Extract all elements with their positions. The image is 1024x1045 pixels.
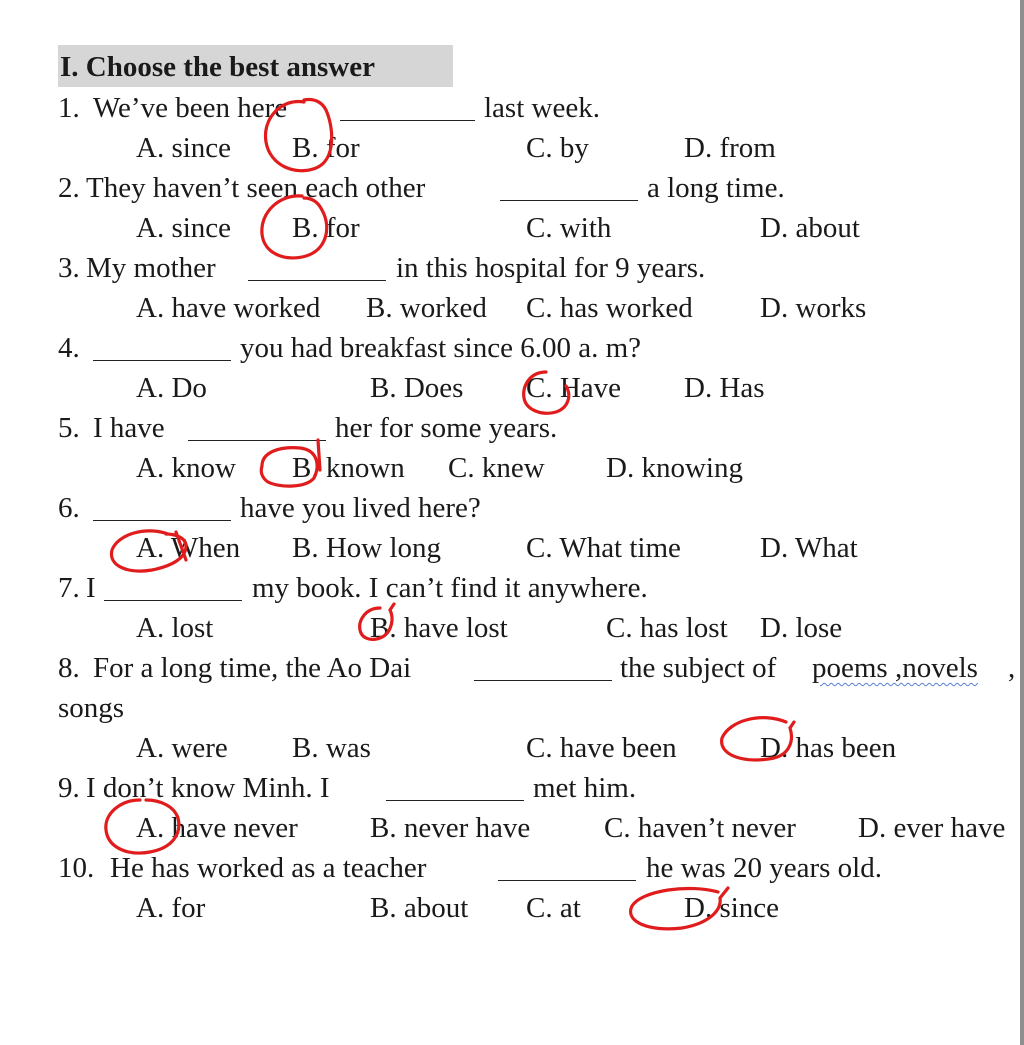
option-a: A. for: [136, 892, 206, 924]
question-number: 1.: [58, 92, 80, 124]
answer-blank: [474, 680, 612, 681]
option-d: D. Has: [684, 372, 765, 404]
option-d: D. What: [760, 532, 858, 564]
option-b: B. for: [292, 132, 360, 164]
question-10: [0, 848, 1024, 888]
question-text: He has worked as a teacher: [110, 852, 427, 884]
option-d: D. has been: [760, 732, 897, 764]
options-8: [0, 728, 1024, 768]
question-text-end: met him.: [533, 772, 637, 804]
option-a: A. Do: [136, 372, 207, 404]
options-9: [0, 808, 1024, 848]
answer-blank: [104, 600, 242, 601]
question-1: [0, 88, 1024, 128]
question-text: We’ve been here: [93, 92, 288, 124]
question-text-wrap: songs: [58, 692, 125, 724]
option-b: B. for: [292, 212, 360, 244]
question-text-end: last week.: [484, 92, 600, 124]
question-2: [0, 168, 1024, 208]
options-5: [0, 448, 1024, 488]
question-text-end: my book. I can’t find it anywhere.: [252, 572, 648, 604]
question-7: [0, 568, 1024, 608]
options-4: [0, 368, 1024, 408]
option-c: C. Have: [526, 372, 622, 404]
question-text-tail: ,: [1008, 652, 1016, 684]
options-6: [0, 528, 1024, 568]
answer-blank: [188, 440, 326, 441]
answer-blank: [386, 800, 524, 801]
option-c: C. knew: [448, 452, 545, 484]
question-number: 8.: [58, 652, 80, 684]
option-c: C. haven’t never: [604, 812, 796, 844]
spellcheck-underlined-text: poems ,novels: [812, 652, 978, 684]
question-5: [0, 408, 1024, 448]
option-d: D. works: [760, 292, 867, 324]
answer-blank: [340, 120, 475, 121]
option-b: B. never have: [370, 812, 531, 844]
option-c: C. What time: [526, 532, 681, 564]
question-number: 6.: [58, 492, 80, 524]
question-text: For a long time, the Ao Dai: [93, 652, 412, 684]
question-text-end: the subject of: [620, 652, 777, 684]
question-text: I don’t know Minh. I: [86, 772, 330, 804]
option-a: A. since: [136, 212, 232, 244]
option-a: A. know: [136, 452, 236, 484]
answer-blank: [93, 520, 231, 521]
question-number: 10.: [58, 852, 95, 884]
question-number: 9.: [58, 772, 80, 804]
question-text-end: have you lived here?: [240, 492, 481, 524]
question-8: [0, 648, 1024, 688]
options-2: [0, 208, 1024, 248]
options-1: [0, 128, 1024, 168]
option-a: A. lost: [136, 612, 214, 644]
option-c: C. at: [526, 892, 581, 924]
question-text-end: he was 20 years old.: [646, 852, 882, 884]
question-number: 3.: [58, 252, 80, 284]
question-text-end: a long time.: [647, 172, 785, 204]
option-c: C. have been: [526, 732, 677, 764]
option-c: C. has lost: [606, 612, 728, 644]
question-text: I have: [93, 412, 165, 444]
option-b: B. known: [292, 452, 405, 484]
option-d: D. ever have: [858, 812, 1006, 844]
option-c: C. by: [526, 132, 589, 164]
question-text-end: in this hospital for 9 years.: [396, 252, 706, 284]
answer-blank: [93, 360, 231, 361]
option-a: A. have never: [136, 812, 298, 844]
question-text: They haven’t seen each other: [86, 172, 426, 204]
question-text: My mother: [86, 252, 216, 284]
question-text-end: her for some years.: [335, 412, 558, 444]
question-text: I: [86, 572, 96, 604]
section-heading: I. Choose the best answer: [58, 45, 453, 87]
option-c: C. with: [526, 212, 612, 244]
question-number: 4.: [58, 332, 80, 364]
options-3: [0, 288, 1024, 328]
answer-blank: [248, 280, 386, 281]
answer-blank: [500, 200, 638, 201]
option-b: B. How long: [292, 532, 442, 564]
question-6: [0, 488, 1024, 528]
option-a: A. since: [136, 132, 232, 164]
question-9: [0, 768, 1024, 808]
option-a: A. were: [136, 732, 228, 764]
option-b: B. have lost: [370, 612, 508, 644]
question-text-end: you had breakfast since 6.00 a. m?: [240, 332, 642, 364]
option-d: D. knowing: [606, 452, 743, 484]
option-d: D. from: [684, 132, 776, 164]
question-8-continuation: [0, 688, 1024, 728]
option-a: A. have worked: [136, 292, 321, 324]
question-4: [0, 328, 1024, 368]
option-c: C. has worked: [526, 292, 693, 324]
option-b: B. was: [292, 732, 371, 764]
options-10: [0, 888, 1024, 928]
options-7: [0, 608, 1024, 648]
option-d: D. lose: [760, 612, 843, 644]
question-3: [0, 248, 1024, 288]
option-a: A. When: [136, 532, 241, 564]
option-b: B. Does: [370, 372, 464, 404]
question-number: 2.: [58, 172, 80, 204]
option-d: D. about: [760, 212, 860, 244]
option-b: B. worked: [366, 292, 487, 324]
answer-blank: [498, 880, 636, 881]
question-number: 5.: [58, 412, 80, 444]
option-d: D. since: [684, 892, 780, 924]
option-b: B. about: [370, 892, 469, 924]
question-number: 7.: [58, 572, 80, 604]
